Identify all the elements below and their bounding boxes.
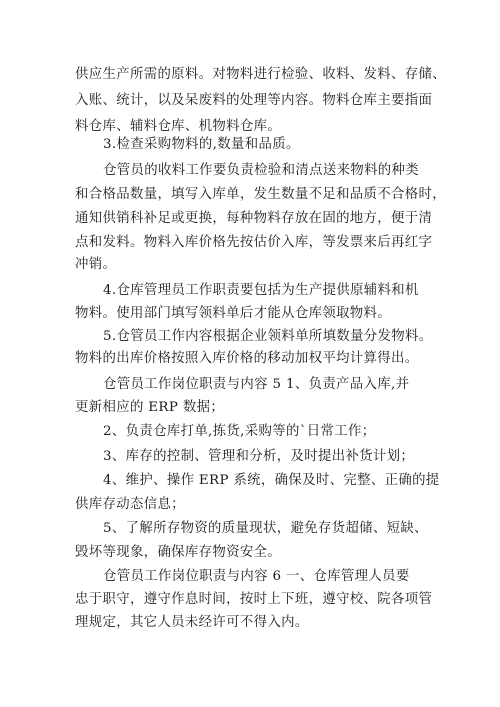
text-line: 供应生产所需的原料。对物料进行检验、收料、发料、存储、: [75, 67, 446, 82]
text-line: 仓管员的收料工作要负责检验和清点送来物料的种类: [103, 163, 420, 178]
text-line: 仓管员工作岗位职责与内容 5 1、负责产品入库,并: [103, 377, 410, 392]
text-line: 5.仓管员工作内容根据企业领料单所填数量分发物料。: [103, 329, 433, 344]
text-line: 点和发料。物料入库价格先按估价入库，等发票来后再红字: [75, 235, 433, 250]
text-line: 3.检查采购物料的,数量和品质。: [103, 137, 300, 152]
text-line: 更新相应的 ERP 数据；: [75, 400, 225, 415]
text-line: 物料的出库价格按照入库价格的移动加权平均计算得出。: [75, 351, 419, 366]
text-line: 5、了解所存物资的质量现状，避免存货超储、短缺、: [103, 521, 428, 536]
text-line: 忠于职守，遵守作息时间，按时上下班，遵守校、院各项管: [75, 592, 433, 607]
text-line: 3、库存的控制、管理和分析，及时提出补货计划；: [103, 449, 415, 464]
text-line: 理规定，其它人员未经许可不得入内。: [75, 615, 309, 630]
text-line: 和合格品数量，填写入库单，发生数量不足和品质不合格时，: [75, 187, 446, 202]
text-line: 供库存动态信息；: [75, 497, 185, 512]
text-line: 入账、统计，以及呆废料的处理等内容。物料仓库主要指面: [75, 93, 433, 108]
text-line: 冲销。: [75, 257, 117, 272]
text-line: 2、负责仓库打单,拣货,采购等的`日常工作；: [103, 424, 376, 439]
text-line: 物料。使用部门填写领料单后才能从仓库领取物料。: [75, 306, 392, 321]
text-line: 通知供销科补足或更换，每种物料存放在固的地方，便于清: [75, 211, 433, 226]
text-line: 4.仓库管理员工作职责要包括为生产提供原辅料和机: [103, 283, 419, 298]
text-line: 毁坏等现象，确保库存物资安全。: [75, 545, 282, 560]
text-line: 料仓库、辅料仓库、机物料仓库。: [75, 119, 282, 134]
text-line: 4、维护、操作 ERP 系统，确保及时、完整、正确的提: [103, 473, 440, 488]
text-line: 仓管员工作岗位职责与内容 6 一、仓库管理人员要: [103, 569, 410, 584]
